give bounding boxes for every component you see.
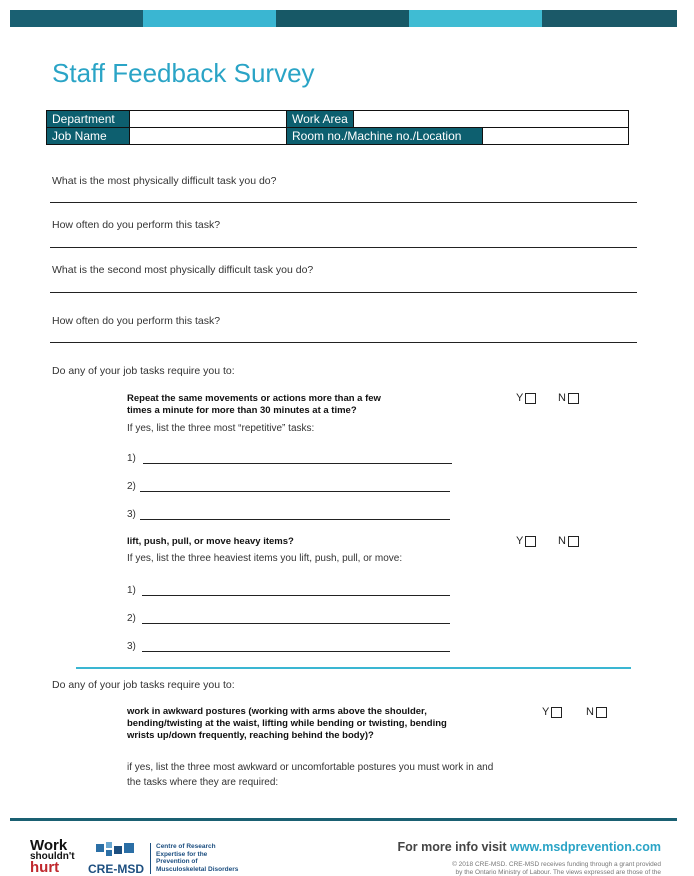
repetitive-item-1-line[interactable] xyxy=(143,463,452,464)
awkward-instruction-line: the tasks where they are required: xyxy=(127,777,278,788)
cre-desc-line: Centre of Research xyxy=(156,843,238,851)
awkward-question-line: bending/twisting at the waist, lifting while bending or twisting, bending xyxy=(127,718,447,730)
more-info-prefix: For more info visit xyxy=(398,840,511,854)
checkbox-icon xyxy=(568,536,579,547)
page-title: Staff Feedback Survey xyxy=(52,58,315,89)
yes-label: Y xyxy=(516,535,523,547)
logo-word: shouldn't xyxy=(30,851,75,862)
department-label: Department xyxy=(47,111,130,128)
work-area-label: Work Area xyxy=(287,111,354,128)
repetitive-no-checkbox[interactable] xyxy=(558,392,579,404)
repetitive-question-line: Repeat the same movements or actions more than a few xyxy=(127,393,381,405)
section-divider xyxy=(76,667,631,669)
heavy-no-checkbox[interactable] xyxy=(558,535,579,547)
awkward-yes-checkbox[interactable] xyxy=(542,706,562,718)
copyright-line: by the Ontario Ministry of Labour. The views expressed are those of the xyxy=(452,869,661,876)
checkbox-icon xyxy=(525,393,536,404)
website-link[interactable]: www.msdprevention.com xyxy=(510,840,661,854)
repetitive-question xyxy=(127,393,381,417)
awkward-question-line: wrists up/down frequently, reaching behind the body)? xyxy=(127,730,447,742)
heavy-items-question: lift, push, pull, or move heavy items? xyxy=(127,536,294,548)
answer-line-2[interactable] xyxy=(50,247,637,248)
logo-word: Work xyxy=(30,840,75,851)
heavy-item-3-label: 3) xyxy=(127,641,136,652)
job-name-field[interactable] xyxy=(130,128,287,145)
checkbox-icon xyxy=(551,707,562,718)
department-field[interactable] xyxy=(130,111,287,128)
yes-label: Y xyxy=(516,392,523,404)
answer-line-1[interactable] xyxy=(50,202,637,203)
cre-msd-name: CRE-MSD xyxy=(88,862,144,876)
logo-divider xyxy=(150,843,151,874)
awkward-question-line: work in awkward postures (working with arms above the shoulder, xyxy=(127,706,447,718)
work-shouldnt-hurt-logo xyxy=(30,840,75,873)
location-label: Room no./Machine no./Location xyxy=(287,128,483,145)
more-info-text xyxy=(398,840,661,854)
question-3: What is the second most physically difficult task you do? xyxy=(52,264,313,276)
heavy-items-instruction: If yes, list the three heaviest items you lift, push, pull, or move: xyxy=(127,553,402,564)
repetitive-item-2-label: 2) xyxy=(127,481,136,492)
no-label: N xyxy=(558,535,566,547)
cre-msd-logo-icon xyxy=(94,840,138,862)
heavy-yes-checkbox[interactable] xyxy=(516,535,536,547)
info-table xyxy=(46,110,629,145)
heavy-item-2-label: 2) xyxy=(127,613,136,624)
yes-label: Y xyxy=(542,706,549,718)
repetitive-instruction: If yes, list the three most “repetitive” tasks: xyxy=(127,423,314,434)
header-band-segment xyxy=(276,10,409,27)
repetitive-item-3-label: 3) xyxy=(127,509,136,520)
awkward-instruction-line: if yes, list the three most awkward or uncomfortable postures you must work in and xyxy=(127,762,493,773)
checkbox-icon xyxy=(568,393,579,404)
awkward-postures-question xyxy=(127,706,447,742)
footer-rule xyxy=(10,818,677,821)
no-label: N xyxy=(558,392,566,404)
location-field[interactable] xyxy=(483,128,629,145)
heavy-item-3-line[interactable] xyxy=(142,651,450,652)
question-1: What is the most physically difficult task you do? xyxy=(52,175,277,187)
question-2: How often do you perform this task? xyxy=(52,219,220,231)
header-band-segment xyxy=(409,10,542,27)
section-2-heading: Do any of your job tasks require you to: xyxy=(52,679,235,691)
heavy-item-1-label: 1) xyxy=(127,585,136,596)
header-band-segment xyxy=(10,10,143,27)
awkward-no-checkbox[interactable] xyxy=(586,706,607,718)
copyright-line: © 2018 CRE-MSD. CRE-MSD receives funding through a grant provided xyxy=(452,861,661,869)
logo-word: hurt xyxy=(30,862,75,873)
question-4: How often do you perform this task? xyxy=(52,315,220,327)
section-1-heading: Do any of your job tasks require you to: xyxy=(52,365,235,377)
answer-line-3[interactable] xyxy=(50,292,637,293)
repetitive-question-line: times a minute for more than 30 minutes at a time? xyxy=(127,405,381,417)
repetitive-item-3-line[interactable] xyxy=(140,519,450,520)
cre-msd-description xyxy=(156,843,238,873)
no-label: N xyxy=(586,706,594,718)
header-band-segment xyxy=(143,10,276,27)
heavy-item-1-line[interactable] xyxy=(142,595,450,596)
checkbox-icon xyxy=(596,707,607,718)
answer-line-4[interactable] xyxy=(50,342,637,343)
job-name-label: Job Name xyxy=(47,128,130,145)
repetitive-item-1-label: 1) xyxy=(127,453,136,464)
checkbox-icon xyxy=(525,536,536,547)
header-band-segment xyxy=(542,10,677,27)
cre-desc-line: Musculoskeletal Disorders xyxy=(156,866,238,874)
heavy-item-2-line[interactable] xyxy=(142,623,450,624)
cre-desc-line: Prevention of xyxy=(156,858,238,866)
repetitive-item-2-line[interactable] xyxy=(140,491,450,492)
repetitive-yes-checkbox[interactable] xyxy=(516,392,536,404)
cre-desc-line: Expertise for the xyxy=(156,851,238,859)
work-area-field[interactable] xyxy=(354,111,629,128)
